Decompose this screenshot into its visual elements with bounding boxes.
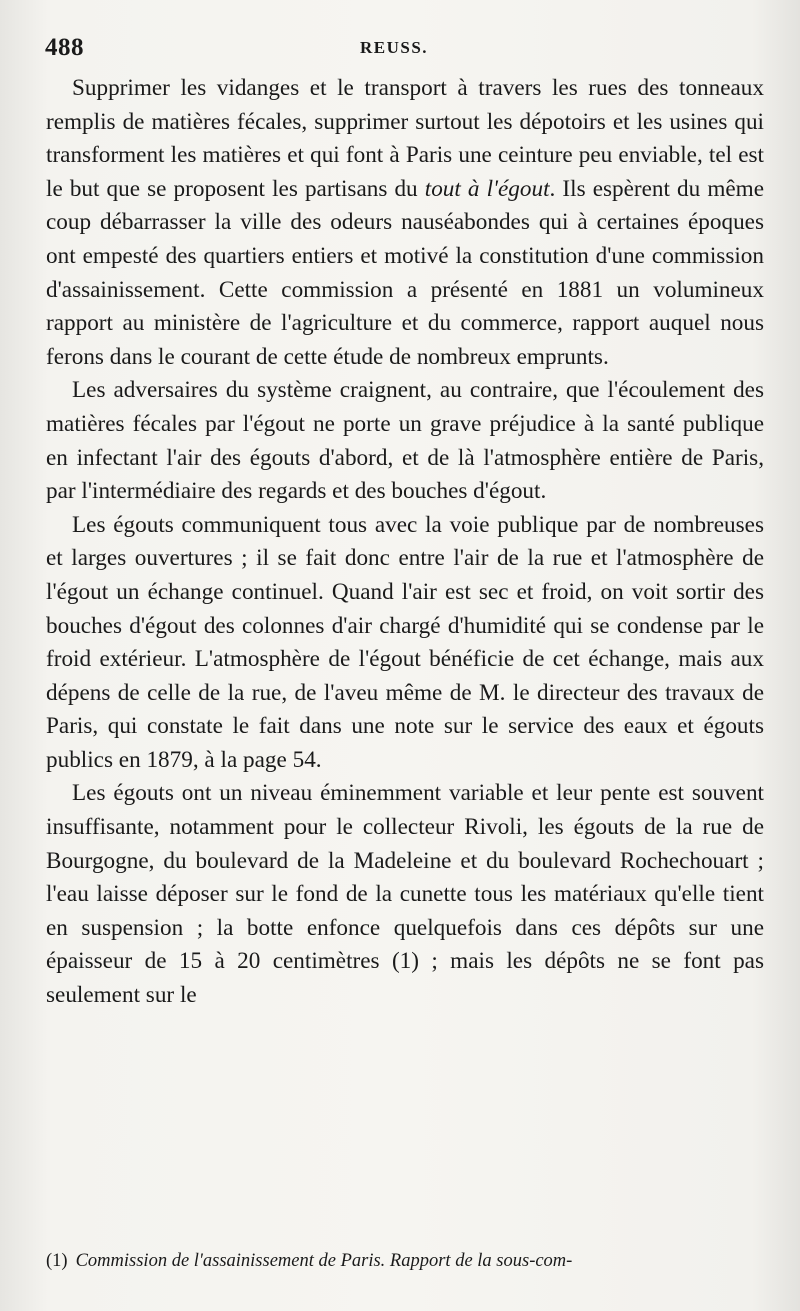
body-text	[46, 72, 764, 1013]
running-head: REUSS.	[360, 38, 429, 57]
page-header	[45, 34, 760, 70]
paragraph-4: Les égouts ont un niveau éminemment variable et leur pente est souvent insuffisante, notamment pour le collecteur Rivoli, les égouts de la rue de Bourgogne, du boulevard de la Madeleine et du boulevard Rochechouart ; l'eau laisse déposer sur le fond de la cunette tous les matériaux qu'elle tient en suspension ; la botte enfonce quelquefois dans ces dépôts sur une épaisseur de 15 à 20 centimètres (1) ; mais les dépôts ne se font pas seulement sur le	[46, 780, 764, 1009]
paragraph-1-emphasis: tout à l'égout	[424, 175, 550, 202]
paragraph-1	[46, 72, 764, 374]
page-number: 488	[45, 34, 84, 61]
footnote-text: Commission de l'assainissement de Paris. Rapport de la sous-com-	[75, 1251, 573, 1271]
paragraph-1-part-a: Supprimer les vidanges et le transport à travers les rues des tonneaux remplis de matières fécales, supprimer surtout les dépotoirs et les usines qui transforment les matières et qui font à Paris une ceinture peu enviable, tel est le but que se proposent les partisans du	[46, 75, 764, 202]
footnote	[46, 1249, 764, 1273]
paragraph-1-part-b: . Ils espèrent du même coup débarrasser la ville des odeurs nauséabondes qui à certaines époques ont empesté des quartiers entiers et motivé la constitution d'une commission d'assainissement. Cette commission a présenté en 1881 un volumineux rapport au ministère de l'agriculture et du commerce, rapport auquel nous ferons dans le courant de cette étude de nombreux emprunts.	[46, 175, 764, 370]
paragraph-3: Les égouts communiquent tous avec la voie publique par de nombreuses et larges ouvertures ; il se fait donc entre l'air de la rue et l'atmosphère de l'égout un échange continuel. Quand l'air est sec et froid, on voit sortir des bouches d'égout des colonnes d'air chargé d'humidité qui se condense par le froid extérieur. L'atmosphère de l'égout bénéficie de cet échange, mais aux dépens de celle de la rue, de l'aveu même de M. le directeur des travaux de Paris, qui constate le fait dans une note sur le service des eaux et égouts publics en 1879, à la page 54.	[46, 511, 764, 773]
footnote-mark: (1)	[46, 1251, 68, 1271]
paragraph-2: Les adversaires du système craignent, au contraire, que l'écoulement des matières fécales par l'égout ne porte un grave préjudice à la santé publique en infectant l'air des égouts d'abord, et de là l'atmosphère entière de Paris, par l'intermédiaire des regards et des bouches d'égout.	[46, 377, 764, 505]
